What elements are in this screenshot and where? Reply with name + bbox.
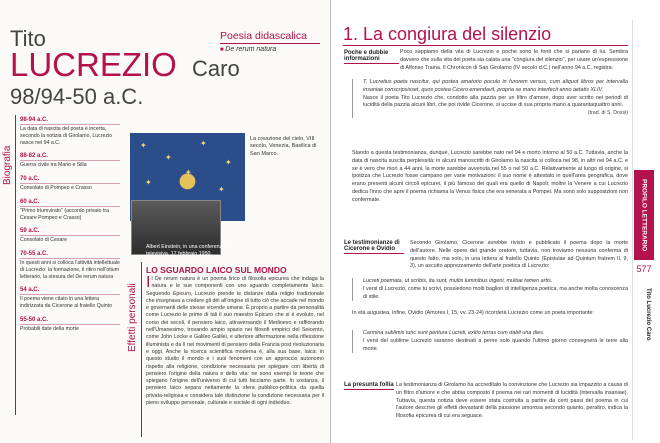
- box-title: LO SGUARDO LAICO SUL MONDO: [146, 265, 287, 275]
- effects-tab: Effetti personali: [127, 283, 138, 352]
- bio-item: [20, 317, 120, 333]
- star-icon: ✦: [218, 185, 225, 194]
- section-text: La testimonianza di Girolamo ha accreditato la convinzione che Lucrezio sia impazzito a causa di un filtro d'amore e che abbia composto il poema nei rari momenti di lucidità (intervalla insaniae). Tuttavia, questa notizia deve essere stata costruita a partire da certi passi del poema in cui l'autore descrive gli effetti devastanti della passione amorosa secondo quanto, peraltro, indica la filosofia epicurea di cui era seguace.: [396, 382, 628, 420]
- box-text: [146, 276, 324, 407]
- photo-caption: Albert Einstein, in una conferenza televisiva, 17 febbraio 1950.: [146, 244, 226, 257]
- biography-list: [20, 117, 120, 340]
- chapter-title: 1. La congiura del silenzio: [343, 24, 552, 44]
- page-number: 577: [636, 264, 652, 274]
- section-text: Secondo Girolamo, Cicerone avrebbe rivisto e pubblicato il poema dopo la morte dell'autore. Nelle opere del grande oratore, tuttavia, non troviamo nessuna conferma di questo fatto, ma solo, in una lettera al fratello Quinto (Epistulae ad Quintum fratrem II, 9, 3), un ascutto apprezzamento dell'arte poetica di Lucrezio:: [410, 240, 628, 270]
- quote-translation: Nasce il poeta Tito Lucrezio che, condotto alla pazzia per un filtro d'amore, dopo aver scritto nei periodi di lucidità della pazzia alcuni libri, che poi rivide Cicerone, si uccise di sua propria mano a quarantaquattro anni.: [363, 94, 628, 109]
- quote-block: [352, 79, 628, 118]
- bio-item: [20, 228, 120, 244]
- genre-box: [220, 30, 320, 53]
- bio-text: La data di nascita del poeta è incerta, secondo la notizia di Girolamo, Lucrezio nasce nel 94 a.C.: [20, 126, 112, 146]
- quote-block: [352, 278, 628, 301]
- bio-year: 59 a.C.: [20, 228, 120, 236]
- effects-rule: [141, 262, 142, 437]
- genre-title: Poesia didascalica: [220, 30, 320, 44]
- biography-tab: Biografia: [2, 145, 13, 185]
- author-first-name: Tito: [10, 26, 46, 51]
- bio-text: In questi anni si colloca l'attività intellettuale di Lucrezio: la formazione, il ritiro nell'otium letterario, la stesura del De rerum natura: [20, 260, 120, 280]
- bio-year: 98-94 a.C.: [20, 117, 120, 125]
- quote-latin: Carmina sublimis tunc sunt peritura Lucreti, exitio terras cum dabit una dies.: [363, 330, 545, 336]
- bio-text: Consolato di Cesare: [20, 237, 68, 244]
- bio-item: [20, 176, 120, 192]
- author-dates: 98/94-50 a.C.: [10, 84, 144, 109]
- bio-item: [20, 287, 120, 310]
- chapter-rule: [343, 45, 628, 46]
- bio-item: [20, 199, 120, 222]
- star-icon: ✦: [185, 168, 192, 177]
- running-title: Tito Lucrezio Caro: [645, 288, 651, 341]
- bio-year: 54 a.C.: [20, 287, 120, 295]
- bio-year: 70 a.C.: [20, 176, 120, 184]
- bio-item: [20, 153, 120, 169]
- mosaic-caption: La creazione del cielo, VIII secolo, Venezia, Basilica di San Marco.: [250, 136, 317, 157]
- author-last-name: Caro: [192, 56, 240, 81]
- bio-text: Consolato di Pompeo e Crasso: [20, 185, 92, 191]
- star-icon: ✦: [225, 158, 232, 167]
- side-heading: Poche e dubbie informazioni: [344, 50, 399, 64]
- margin-rule: [632, 20, 633, 440]
- author-main-name: LUCREZIO: [10, 46, 177, 83]
- bio-text: "Primo triumvirato" (accordo privato tra Cesare Pompeo e Crasso): [20, 207, 110, 221]
- star-icon: ✦: [200, 139, 207, 148]
- star-icon: ✦: [145, 178, 152, 187]
- bio-item: [20, 117, 120, 146]
- star-icon: ✦: [165, 153, 172, 162]
- biography-rule: [15, 115, 16, 415]
- bio-year: 88-82 a.C.: [20, 153, 120, 161]
- side-heading: Le testimonianze di Cicerone e Ovidio: [344, 240, 404, 254]
- quote-citation: (trad. di S. Dossi): [587, 110, 628, 117]
- box-paragraph: l De rerum natura è un poema lirico di filosofia epicurea che indaga la natura e le sue componenti con uno sguardo completamente laico. Seguendo Epicuro, Lucrezio prende le distanze dalla religio tradizionale che insegnava a credere gli dèi all'origine di tutto ciò che accade nel mondo e governanti delle stesse vicende umane. È proprio a partire da personalità come Lucrezio le prime di tali il suo maestro Epicuro che si è evoluto, nel corso dei secoli, il pensiero laico, attraversando il Medioevo e raffiorando nell'Umanesimo, trovando ampio spazio nei filosofi empirici del Seicento, come John Locke e Galileo Galilei, e ulteriore affermazione nella riflessione illuminista e da lì nei movimenti di pensiero della Francia post rivoluzionaria e oggi. Anche la ricerca scientifica moderna è, alla sua base, laica: in questo studio il mondo e i suoi fenomeni con un approccio autonomo rispetto alla religione, condizione necessaria per spiegare con libertà di pensiero l'origine della natura e della vita: ne sono esempi le teorie che spiegano l'origine dell'universo di cui tutti facciamo parte. In sostanza, il pensiero laico separa nettamente la sfera pubblico-politica da quella privata-religiosa e considera tale distinzione la condizione necessaria per il pieno sviluppo personale, culturale e sociale di ogni individuo.: [146, 276, 324, 407]
- bio-text: Guerra civile tra Mario e Silla: [20, 162, 87, 169]
- side-heading: La presunta follia: [344, 382, 394, 388]
- date-paragraph: Stando a questa testimonianza, dunque, Lucrezio sarebbe nato nel 94 e morto intorno al 50 a.C. Tuttavia, anche la data di nascita suscita perplessità: in alcuni manoscritti di Girolamo la nascita si colloca nel 98, in altri nel 94 a.C. e se è vero che morì a 44 anni, la morte sarebbe avvenuta nel 55 o nel 50 a.C. Relativamente al luogo di origine, si ipotizza che Lucrezio fosse campano per varie motivazioni: il suo nome è attestato in quell'area geografica, dove erano presenti alcuni circoli epicurei, il più famoso dei quali era quello di Napoli; inoltre la Venere a cui Lucrezio dedica l'inno che apre il poema richiama la Venus fisica che era venerata a Pompei. Ma sono solo supposizioni non confermate.: [352, 150, 628, 203]
- section-text: Poco sappiamo della vita di Lucrezio e poche sono le fonti che si parlano di lui. Sembra davvero che sulla vita del poeta sia calata una "congiura del silenzio", per usare un'espressione di Alfonso Traina. Il Chronicon di San Girolamo (IV secolo d.C.) nell'anno 94 a.C. registra:: [400, 49, 628, 71]
- bio-text: Probabili date della morte: [20, 325, 79, 332]
- quote-translation: I versi di Lucrezio, come tu scrivi, possiedono molti bagliori di intelligenza poetica, ma anche molta conoscenza di stile.: [363, 285, 628, 300]
- star-icon: ✦: [140, 141, 147, 150]
- bio-year: 60 a.C.: [20, 199, 120, 207]
- profile-tab: PROFILO LETTERARIO: [634, 170, 654, 260]
- ovidio-paragraph: In età augustea, infine, Ovidio (Amores I, 15, vv. 23-24) ricorderà Lucrezio come un poeta importante:: [352, 310, 595, 316]
- quote-latin: Lucreti poemata, ut scribis, ita sunt, multis luminibus ingeni, multae tamen artis.: [363, 278, 553, 284]
- quote-latin: T. Lucretius poeta nascitur, qui postea amatorio poculo in furorem versus, cum aliquot libros per intervalla insaniae conscripsisset, quos postea Cicero emendavit, propria se manu interfecit anno aetatis XLIV.: [363, 79, 628, 93]
- quote-translation: I versi del sublime Lucrezio saranno destinati a perire solo quando l'ultimo giorno consegnerà le terre alla morte.: [363, 337, 628, 352]
- drop-cap: I: [146, 274, 151, 291]
- bio-item: [20, 251, 120, 280]
- bio-year: 55-50 a.C.: [20, 317, 120, 325]
- bio-year: 70-55 a.C.: [20, 251, 120, 259]
- genre-work: ■ De rerum natura: [220, 46, 320, 53]
- bio-text: Il poema viene citato in una lettera indirizzata da Cicerone al fratello Quinto: [20, 296, 112, 309]
- quote-block: [352, 330, 628, 353]
